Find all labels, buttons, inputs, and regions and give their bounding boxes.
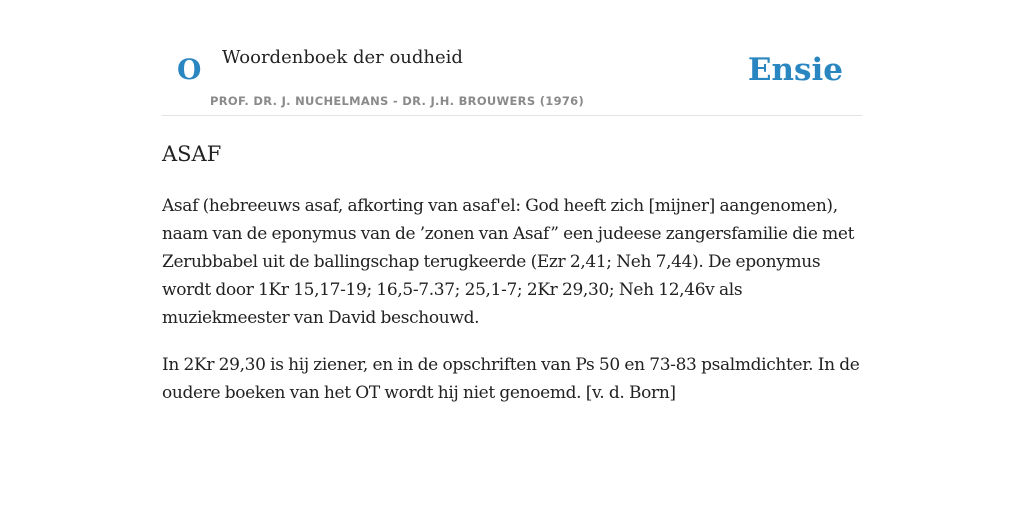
ensie-logo-link[interactable]: Ensie [747, 52, 843, 88]
book-header [162, 40, 862, 116]
book-authors: PROF. DR. J. NUCHELMANS - DR. J.H. BROUWERS (1976) [210, 94, 585, 108]
entry-paragraph: In 2Kr 29,30 is hij ziener, en in de opschriften van Ps 50 en 73-83 psalmdichter. In de oudere boeken van het OT wordt hij niet genoemd. [v. d. Born] [162, 355, 860, 403]
book-logo-letter[interactable]: O [177, 53, 202, 86]
book-title-link[interactable]: Woordenboek der oudheid [222, 47, 463, 68]
entry-title: ASAF [162, 142, 222, 166]
entry-paragraph: Asaf (hebreeuws asaf, afkorting van asaf'el: God heeft zich [mijner] aangenomen), naam van de eponymus van de ’zonen van Asaf” een judeese zangersfamilie die met Zerubbabel uit de ballingschap terugkeerde (Ezr 2,41; Neh 7,44). De eponymus wordt door 1Kr 15,17-19; 16,5-7.37; 25,1-7; 2Kr 29,30; Neh 12,46v als muziekmeester van David beschouwd. [162, 196, 855, 328]
entry-body [162, 192, 866, 426]
